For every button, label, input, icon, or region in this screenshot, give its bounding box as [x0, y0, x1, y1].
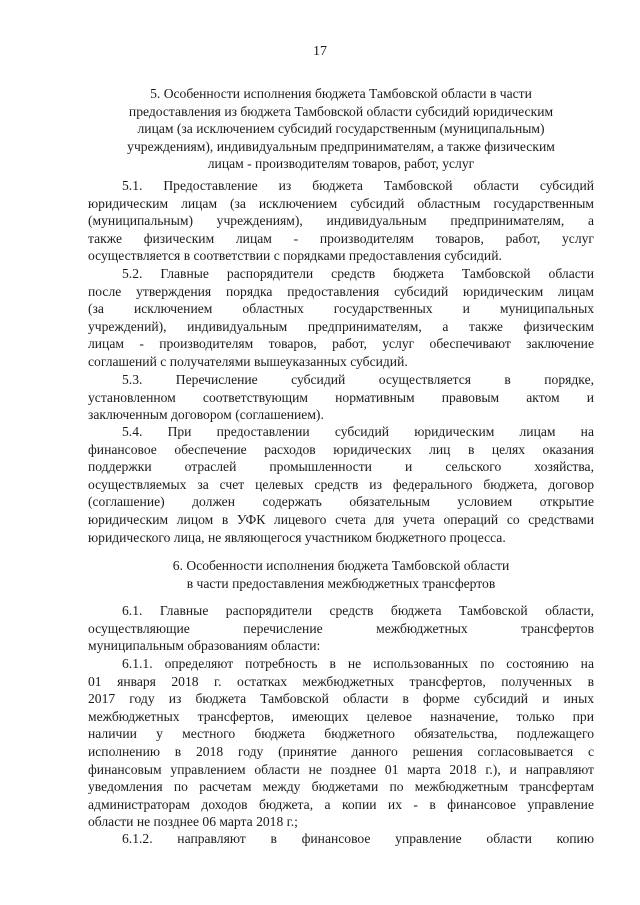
heading-line: учреждениям), индивидуальным предпринимателям, а также физическим: [127, 138, 555, 154]
paragraph-5-4: [88, 423, 594, 546]
paragraph-6-1-1: [88, 655, 594, 831]
heading-line: лицам (за исключением субсидий государственным (муниципальным): [137, 121, 545, 136]
heading-line: лицам - производителям товаров, работ, услуг: [207, 156, 475, 171]
text-line: (муниципальным) учреждениям), индивидуальным предпринимателям, а: [88, 213, 594, 229]
text-line: администраторам доходов бюджета, а копии их - в финансовое управление: [88, 796, 594, 812]
section-6-heading: [88, 557, 594, 592]
text-line: поддержки отраслей промышленности и сельского хозяйства,: [88, 459, 594, 475]
text-line: 5.4. При предоставлении субсидий юридическим лицам на: [122, 424, 594, 439]
heading-line: предоставления из бюджета Тамбовской области субсидий юридическим: [128, 103, 554, 119]
paragraph-5-3: [88, 371, 594, 424]
text-line: наличии у местного бюджета бюджетного обязательства, подлежащего: [88, 726, 594, 742]
text-line: 5.2. Главные распорядители средств бюджета Тамбовской области: [122, 266, 594, 281]
heading-line: в части предоставления межбюджетных трансфертов: [186, 575, 496, 591]
text-line: муниципальным образованиям области:: [88, 638, 321, 654]
text-line: осуществляемых за счет целевых средств из федерального бюджета, договор: [88, 476, 594, 492]
heading-line: 5. Особенности исполнения бюджета Тамбовской области в части: [150, 86, 532, 101]
text-line: уведомления по расчетам между бюджетами по межбюджетным трансфертам: [88, 779, 594, 795]
section-5-heading: [88, 85, 594, 173]
text-line: юридическим лицом в УФК лицевого счета для учета операций со средствами: [88, 511, 594, 527]
text-line: учреждений), индивидуальным предпринимателям, а также физическим: [88, 318, 594, 334]
text-line: 6.1. Главные распорядители средств бюджета Тамбовской области,: [122, 603, 594, 618]
text-line: установленном соответствующим нормативным правовым актом и: [88, 389, 594, 405]
text-line: финансовым управлением области не позднее 01 марта 2018 г.), и направляют: [88, 761, 594, 777]
text-line: области не позднее 06 марта 2018 г.;: [88, 814, 298, 830]
page-number: 17: [313, 44, 327, 59]
text-line: (соглашение) должен содержать обязательным условием открытие: [88, 494, 594, 510]
text-line: 6.1.1. определяют потребность в не использованных по состоянию на: [122, 656, 594, 671]
text-line: юридическим лицам (за исключением субсидий областным государственным: [88, 195, 594, 211]
text-line: финансовое обеспечение расходов юридических лиц в целях оказания: [88, 441, 594, 457]
text-line: межбюджетных трансфертов, имеющих целевое назначение, только при: [88, 708, 594, 724]
paragraph-6-1: [88, 602, 594, 655]
text-line: также физическим лицам - производителям товаров, работ, услуг: [88, 230, 594, 246]
text-line: 2017 году из бюджета Тамбовской области в форме субсидий и иных: [88, 691, 594, 707]
text-line: осуществляющие перечисление межбюджетных трансфертов: [88, 620, 594, 636]
paragraph-5-2: [88, 265, 594, 371]
paragraph-5-1: [88, 177, 594, 265]
text-line: после утверждения порядка предоставления субсидий юридическим лицам: [88, 283, 594, 299]
text-line: 5.1. Предоставление из бюджета Тамбовской области субсидий: [122, 178, 594, 193]
text-line: 5.3. Перечисление субсидий осуществляется в порядке,: [122, 372, 594, 387]
text-line: исполнению в 2018 году (принятие данного решения согласовывается с: [88, 743, 594, 759]
text-line: соглашений с получателями вышеуказанных субсидий.: [88, 353, 408, 369]
paragraph-6-1-2: [88, 830, 594, 848]
text-line: заключенным договором (соглашением).: [88, 407, 324, 423]
heading-line: 6. Особенности исполнения бюджета Тамбовской области: [172, 558, 510, 573]
text-line: (за исключением областных государственных и муниципальных: [88, 301, 594, 317]
text-line: осуществляется в соответствии с порядками предоставления субсидий.: [88, 248, 502, 264]
text-line: 6.1.2. направляют в финансовое управление области копию: [122, 831, 594, 846]
text-line: лицам - производителям товаров, работ, услуг обеспечивают заключение: [88, 336, 594, 352]
text-line: 01 января 2018 г. остатках межбюджетных трансфертов, полученных в: [88, 673, 594, 689]
text-line: юридического лица, не являющегося участником бюджетного процесса.: [88, 529, 506, 545]
